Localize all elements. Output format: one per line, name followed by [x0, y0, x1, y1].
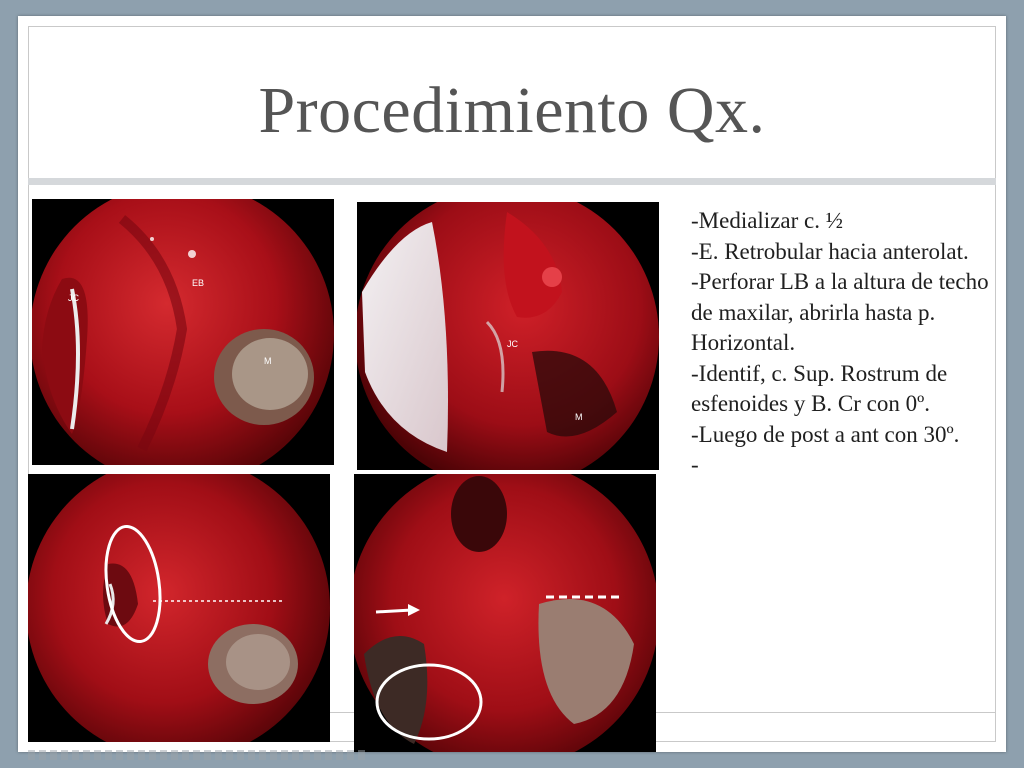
- photo-1-label-eb: EB: [192, 278, 205, 288]
- endoscopy-photo-1-image: [32, 199, 334, 465]
- title-divider: [28, 178, 996, 185]
- note-item: -Luego de post a ant con 30º.: [691, 421, 960, 447]
- figure-caption-strip: [28, 750, 368, 760]
- note-item: -Identif, c. Sup. Rostrum de esfenoides y B. Cr con 0º.: [691, 360, 948, 416]
- note-item: -Perforar LB a la altura de techo de maxilar, abrirla hasta p. Horizontal.: [691, 269, 989, 355]
- endoscopy-photo-3: [28, 474, 330, 742]
- photo-1-label-jc: JC: [68, 293, 79, 303]
- note-item: -E. Retrobular hacia anterolat.: [691, 238, 969, 264]
- endoscopy-photo-4-image: [354, 474, 656, 752]
- endoscopy-photo-3-image: [28, 474, 330, 742]
- slide: [18, 16, 1006, 752]
- note-item: -Medializar c. ½: [691, 208, 843, 233]
- endoscopy-photo-2: [357, 202, 659, 470]
- endoscopy-photo-1: [32, 199, 334, 465]
- endoscopy-photo-2-image: [357, 202, 659, 470]
- note-item: -: [691, 452, 699, 477]
- endoscopy-photo-4: [354, 474, 656, 752]
- photo-2-label-m: M: [575, 412, 583, 422]
- photo-2-label-jc: JC: [507, 339, 518, 349]
- photo-1-label-m: M: [264, 356, 272, 366]
- procedure-notes: [691, 206, 991, 481]
- slide-title: Procedimiento Qx.: [258, 74, 766, 147]
